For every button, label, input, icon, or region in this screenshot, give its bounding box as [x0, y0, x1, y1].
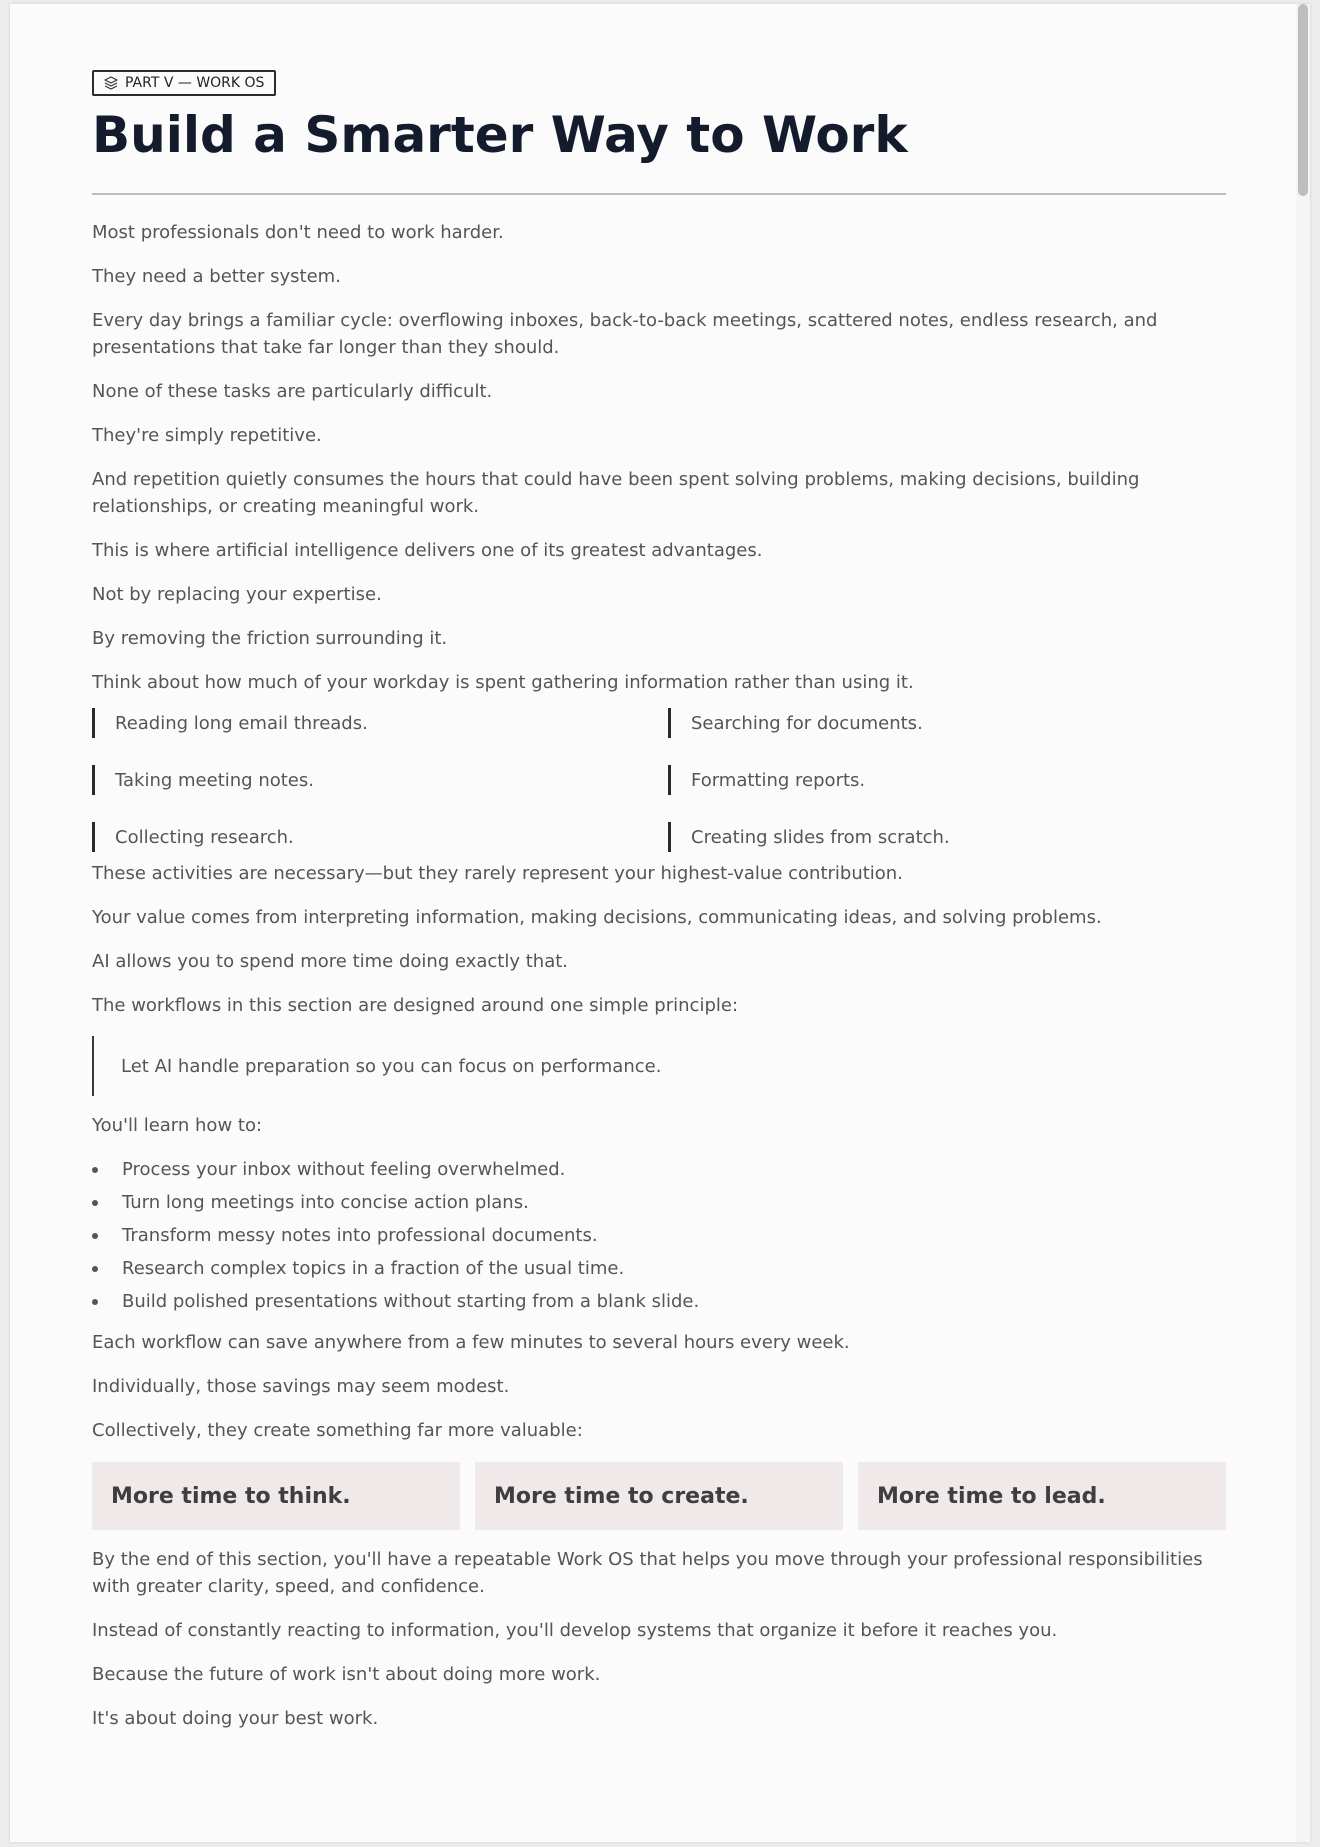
paragraph: Every day brings a familiar cycle: overflowing inboxes, back-to-back meetings, scattered notes, endless research, and presentations that take far longer than they should. [92, 310, 1158, 358]
savings-section [92, 1329, 1226, 1444]
paragraph: AI allows you to spend more time doing exactly that. [92, 951, 569, 972]
title-divider [92, 193, 1226, 195]
benefit-cards [92, 1462, 1226, 1530]
quote-text: Let AI handle preparation so you can focus on performance. [121, 1055, 662, 1077]
page-title: Build a Smarter Way to Work [92, 106, 908, 164]
learn-list [92, 1153, 1226, 1318]
paragraph: Instead of constantly reacting to information, you'll develop systems that organize it before it reaches you. [92, 1620, 1058, 1641]
paragraph: By the end of this section, you'll have a repeatable Work OS that helps you move through your professional responsibilities with greater clarity, speed, and confidence. [92, 1549, 1203, 1597]
paragraph: It's about doing your best work. [92, 1708, 379, 1729]
paragraph: None of these tasks are particularly difficult. [92, 381, 493, 402]
task-item: Reading long email threads. [92, 708, 668, 738]
list-item: Research complex topics in a fraction of the usual time. [92, 1252, 1226, 1285]
task-item: Collecting research. [92, 822, 668, 852]
task-item: Taking meeting notes. [92, 765, 668, 795]
paragraph: Each workflow can save anywhere from a few minutes to several hours every week. [92, 1332, 850, 1353]
task-grid [92, 708, 1226, 852]
benefit-card-lead: More time to lead. [858, 1462, 1226, 1530]
benefit-card-create: More time to create. [475, 1462, 843, 1530]
section-badge [92, 70, 276, 96]
task-item: Creating slides from scratch. [668, 822, 1226, 852]
learn-intro: You'll learn how to: [92, 1115, 263, 1136]
list-item: Build polished presentations without starting from a blank slide. [92, 1285, 1226, 1318]
paragraph: Think about how much of your workday is spent gathering information rather than using it. [92, 672, 914, 693]
vertical-scrollbar[interactable] [1296, 4, 1310, 1842]
benefit-card-think: More time to think. [92, 1462, 460, 1530]
section-badge-label: PART V — WORK OS [125, 75, 265, 91]
paragraph: The workflows in this section are designed around one simple principle: [92, 995, 739, 1016]
paragraph: Your value comes from interpreting information, making decisions, communicating ideas, and solving problems. [92, 907, 1102, 928]
task-item: Searching for documents. [668, 708, 1226, 738]
paragraph: This is where artificial intelligence delivers one of its greatest advantages. [92, 540, 763, 561]
closing-section [92, 1546, 1226, 1732]
task-item: Formatting reports. [668, 765, 1226, 795]
paragraph: They're simply repetitive. [92, 425, 322, 446]
paragraph: Because the future of work isn't about doing more work. [92, 1664, 601, 1685]
list-item: Turn long meetings into concise action plans. [92, 1186, 1226, 1219]
paragraph: They need a better system. [92, 266, 341, 287]
middle-section [92, 860, 1226, 1019]
intro-section [92, 219, 1226, 696]
list-item: Transform messy notes into professional documents. [92, 1219, 1226, 1252]
paragraph: Not by replacing your expertise. [92, 584, 382, 605]
principle-quote [92, 1036, 1226, 1096]
list-item: Process your inbox without feeling overwhelmed. [92, 1153, 1226, 1186]
paragraph: Most professionals don't need to work harder. [92, 222, 504, 243]
paragraph: These activities are necessary—but they rarely represent your highest-value contribution. [92, 863, 903, 884]
layers-icon [104, 76, 118, 90]
document-page [10, 4, 1310, 1842]
article [92, 70, 1226, 1732]
scrollbar-thumb[interactable] [1298, 4, 1308, 196]
paragraph: Collectively, they create something far more valuable: [92, 1420, 583, 1441]
learn-section [92, 1112, 1226, 1318]
paragraph: And repetition quietly consumes the hours that could have been spent solving problems, making decisions, building relationships, or creating meaningful work. [92, 469, 1140, 517]
paragraph: Individually, those savings may seem modest. [92, 1376, 510, 1397]
paragraph: By removing the friction surrounding it. [92, 628, 448, 649]
